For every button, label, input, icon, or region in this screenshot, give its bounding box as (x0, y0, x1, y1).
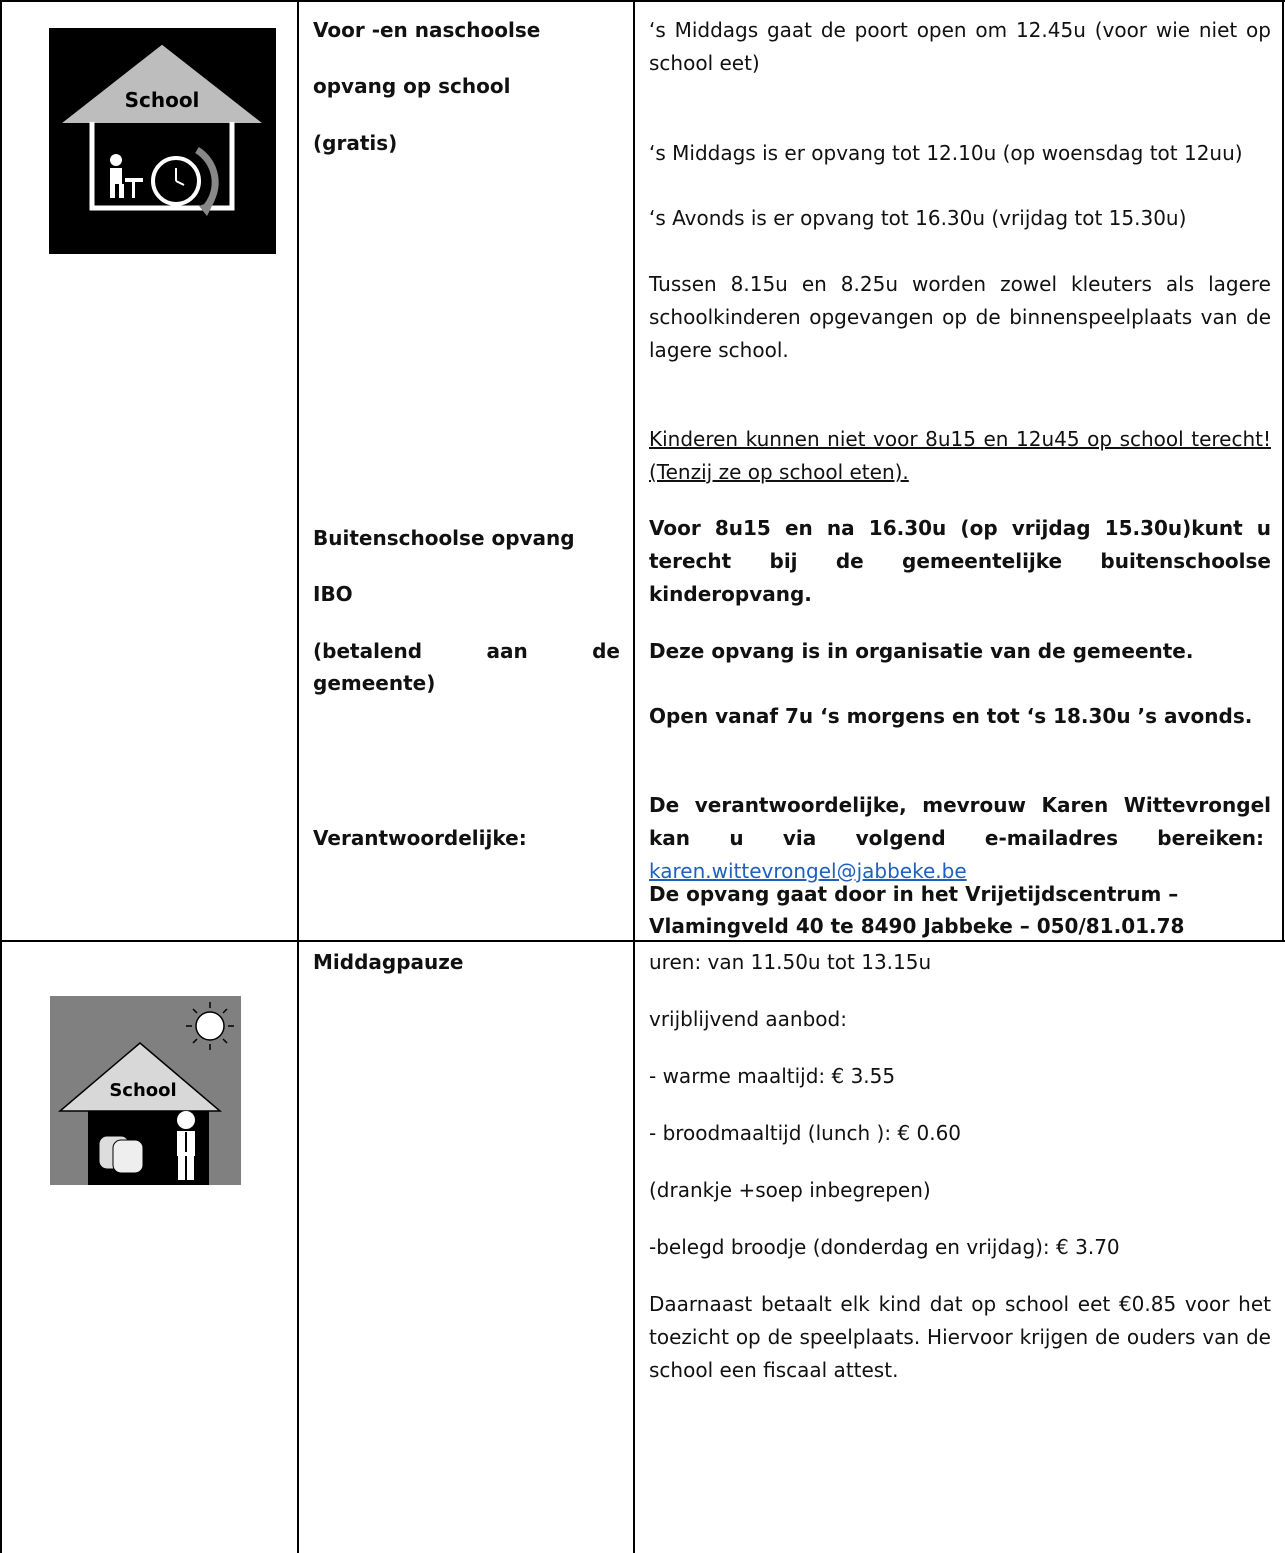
ibo-title-1: Buitenschoolse opvang (313, 526, 575, 550)
ibo-title-3b: gemeente) (313, 671, 436, 695)
ibo-title-2: IBO (313, 582, 353, 606)
opvang-title-1: Voor -en naschoolse (313, 18, 541, 42)
text-avond-opvang: ‘s Avonds is er opvang tot 16.30u (vrijdag tot 15.30u) (649, 206, 1187, 230)
middagpauze-title: Middagpauze (313, 950, 464, 974)
opvang-title-3: (gratis) (313, 131, 398, 155)
text-belegd-broodje: -belegd broodje (donderdag en vrijdag): € 3.70 (649, 1235, 1120, 1259)
column-divider-1 (297, 0, 299, 1553)
table-top-border (0, 0, 1285, 2)
email-link[interactable]: karen.wittevrongel@jabbeke.be (649, 859, 967, 883)
text-ibo: Voor 8u15 en na 16.30u (op vrijdag 15.30u)kunt u terecht bij de gemeentelijke buitenschoolse kinderopvang. (649, 516, 1271, 606)
text-drankje: (drankje +soep inbegrepen) (649, 1178, 931, 1202)
text-open: Open vanaf 7u ‘s morgens en tot ‘s 18.30u ’s avonds. (649, 704, 1253, 728)
text-locatie-1: De opvang gaat door in het Vrijetijdscentrum – (649, 882, 1179, 906)
table-left-border (0, 0, 2, 1553)
text-toezicht: Daarnaast betaalt elk kind dat op school eet €0.85 voor het toezicht op de speelplaats. Hiervoor krijgen de ouders van de school een fiscaal attest. (649, 1292, 1271, 1382)
text-uren: uren: van 11.50u tot 13.15u (649, 950, 932, 974)
responsible-label: Verantwoordelijke: (313, 826, 527, 850)
text-tussen: Tussen 8.15u en 8.25u worden zowel kleuters als lagere schoolkinderen opgevangen op de binnenspeelplaats van de lagere school. (649, 272, 1271, 362)
text-organisatie: Deze opvang is in organisatie van de gemeente. (649, 639, 1194, 663)
text-middag-opvang: ‘s Middags is er opvang tot 12.10u (op woensdag tot 12uu) (649, 141, 1243, 165)
table-right-border (1282, 0, 1284, 941)
school-clock-icon (49, 28, 276, 254)
school-label-1: School (124, 88, 200, 112)
school-lunch-icon (50, 996, 241, 1185)
text-verantwoordelijke (649, 789, 1271, 888)
school-label-2: School (109, 1080, 177, 1101)
text-warning: Kinderen kunnen niet voor 8u15 en 12u45 op school terecht! (Tenzij ze op school eten). (649, 427, 1271, 484)
text-poort: ‘s Middags gaat de poort open om 12.45u (voor wie niet op school eet) (649, 18, 1271, 75)
text-warme-maaltijd: - warme maaltijd: € 3.55 (649, 1064, 896, 1088)
text-aanbod: vrijblijvend aanbod: (649, 1007, 847, 1031)
opvang-title-2: opvang op school (313, 74, 511, 98)
text-locatie-2: Vlamingveld 40 te 8490 Jabbeke – 050/81.01.78 (649, 914, 1185, 938)
verantwoordelijke-text: De verantwoordelijke, mevrouw Karen Wittevrongel kan u via volgend e-mailadres bereiken: (649, 793, 1271, 850)
ibo-title-3a: (betalend aan de (313, 639, 620, 663)
text-broodmaaltijd: - broodmaaltijd (lunch ): € 0.60 (649, 1121, 962, 1145)
column-divider-2 (633, 0, 635, 1553)
